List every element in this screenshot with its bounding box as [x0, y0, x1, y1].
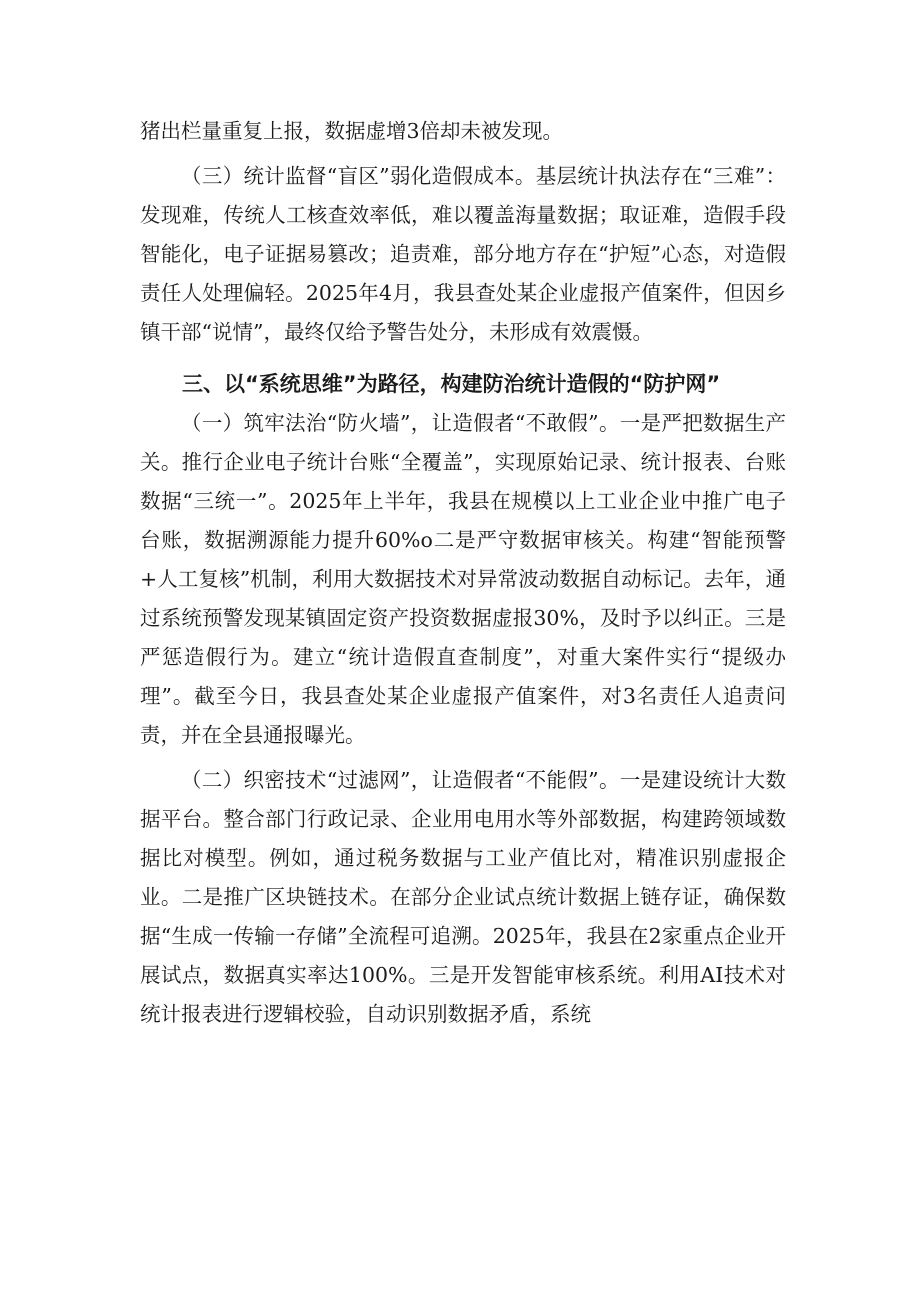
paragraph-subsection-2: （二）织密技术“过滤网”，让造假者“不能假”。一是建设统计大数据平台。整合部门行政记录、企业用电用水等外部数据，构建跨领域数据比对模型。例如，通过税务数据与工业产值比对，精准识别虚报企业。二是推广区块链技术。在部分企业试点统计数据上链存证，确保数据“生成一传输一存储”全流程可追溯。2025年，我县在2家重点企业开展试点，数据真实率达100%。三是开发智能审核系统。利用AI技术对统计报表进行逻辑校验，自动识别数据矛盾，系统 — [140, 768, 786, 1026]
section-heading: 三、以“系统思维”为路径，构建防治统计造假的“防护网” — [182, 372, 721, 396]
paragraph-section-3: （三）统计监督“盲区”弱化造假成本。基层统计执法存在“三难”：发现难，传统人工核查效率低，难以覆盖海量数据；取证难，造假手段智能化，电子证据易篡改；追责难，部分地方存在“护短”心态，对造假责任人处理偏轻。2025年4月，我县查处某企业虚报产值案件，但因乡镇干部“说情”，最终仅给予警告处分，未形成有效震慑。 — [140, 164, 786, 344]
paragraph-continuation: 猪出栏量重复上报，数据虚增3倍却未被发现。 — [140, 119, 564, 143]
document-page — [140, 112, 786, 1034]
paragraph-subsection-1: （一）筑牢法治“防火墙”，让造假者“不敢假”。一是严把数据生产关。推行企业电子统计台账“全覆盖”，实现原始记录、统计报表、台账数据“三统一”。2025年上半年，我县在规模以上工业企业中推广电子台账，数据溯源能力提升60%o二是严守数据审核关。构建“智能预警+人工复核”机制，利用大数据技术对异常波动数据自动标记。去年，通过系统预警发现某镇固定资产投资数据虚报30%，及时予以纠正。三是严惩造假行为。建立“统计造假直查制度”，对重大案件实行“提级办理”。截至今日，我县查处某企业虚报产值案件，对3名责任人追责问责，并在全县通报曝光。 — [140, 411, 786, 747]
